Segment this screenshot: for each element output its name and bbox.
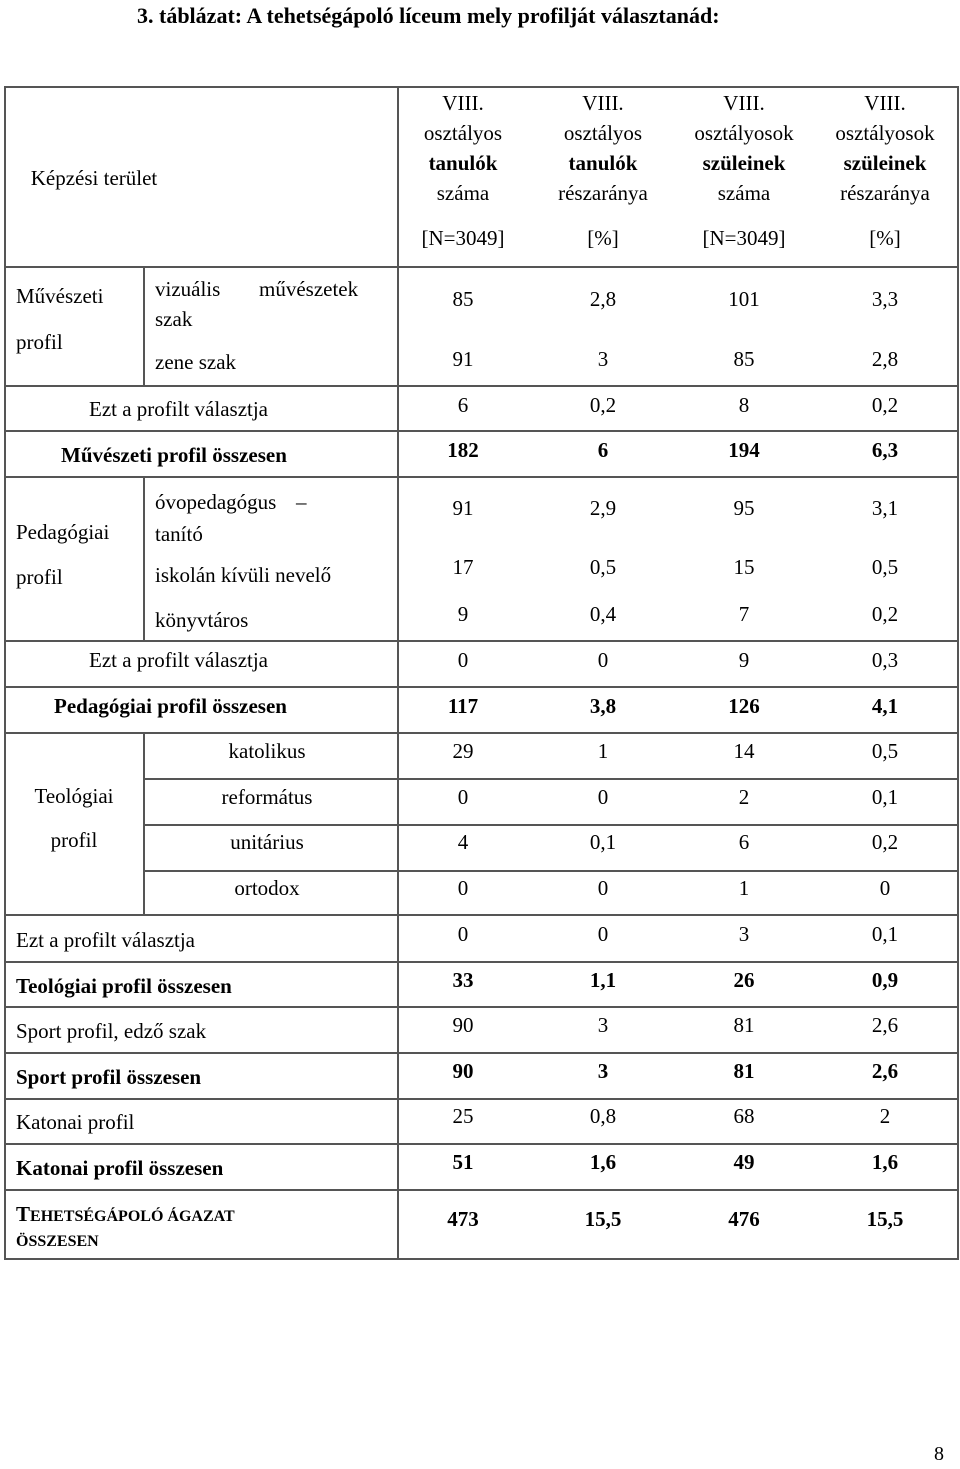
- row-label-katonai: Katonai profil: [16, 1110, 135, 1134]
- row-label-teo-ezt: Ezt a profilt választja: [16, 928, 196, 952]
- row-label-grand-total: ÖSSZESEN: [16, 1233, 99, 1250]
- table-row: 2,6: [871, 1013, 899, 1037]
- table-row: 0,5: [589, 555, 617, 579]
- table-row: 95: [733, 496, 755, 520]
- table-row: 476: [728, 1207, 760, 1231]
- group-label-teologiai: Teológiai: [34, 784, 114, 808]
- row-divider: [4, 385, 959, 387]
- table-row: 1: [597, 739, 609, 763]
- header-col-students-share: VIII. osztályos tanulók részaránya: [558, 91, 648, 205]
- row-label-ped-total: Pedagógiai profil összesen: [54, 694, 287, 718]
- row-divider: [143, 870, 959, 872]
- header-col-parents-count: VIII. osztályosok szüleinek száma: [694, 91, 794, 205]
- row-label-ovo: tanító: [155, 522, 203, 546]
- group-label-muveszeti: profil: [16, 330, 63, 354]
- group-label-pedagogiai: profil: [16, 565, 63, 589]
- table-row: 15,5: [866, 1207, 904, 1231]
- row-label-reformatus: református: [221, 785, 313, 809]
- row-divider: [4, 1006, 959, 1008]
- area-header: Képzési terület: [30, 166, 158, 190]
- table-row: 85: [733, 347, 755, 371]
- row-label-sport: Sport profil, edző szak: [16, 1019, 207, 1043]
- table-row: 90: [452, 1059, 474, 1083]
- table-row: 15,5: [584, 1207, 622, 1231]
- row-label-muv-ezt: Ezt a profilt választja: [89, 397, 269, 421]
- page-title: 3. táblázat: A tehetségápoló líceum mely profilját választanád:: [137, 3, 720, 28]
- header-divider: [4, 266, 959, 268]
- table-row: 182: [447, 438, 479, 462]
- table-row: 49: [733, 1150, 755, 1174]
- row-divider: [4, 640, 959, 642]
- table-row: 0,9: [871, 968, 899, 992]
- table-row: 90: [452, 1013, 474, 1037]
- table-row: 68: [733, 1104, 755, 1128]
- table-row: 9: [738, 648, 750, 672]
- table-row: 0,2: [871, 602, 899, 626]
- table-row: 3,1: [871, 496, 899, 520]
- group-label-pedagogiai: Pedagógiai: [16, 520, 110, 544]
- table-row: 0: [597, 785, 609, 809]
- row-label-konyvtaros: könyvtáros: [155, 608, 249, 632]
- table-row: 0,5: [871, 555, 899, 579]
- table-row: 2,8: [871, 347, 899, 371]
- column-divider: [143, 732, 145, 914]
- table-row: 6: [738, 830, 750, 854]
- unit-label: [N=3049]: [421, 226, 505, 250]
- table-row: 6: [597, 438, 609, 462]
- unit-label: [%]: [869, 226, 901, 250]
- table-row: 3: [597, 1013, 609, 1037]
- table-row: 9: [457, 602, 469, 626]
- table-row: 0,1: [871, 922, 899, 946]
- table-row: 0,3: [871, 648, 899, 672]
- table-row: 126: [728, 694, 760, 718]
- table-row: 17: [452, 555, 474, 579]
- table-row: 0,8: [589, 1104, 617, 1128]
- column-divider: [397, 86, 399, 1260]
- table-border-left: [4, 86, 6, 1260]
- row-label-muv-total: Művészeti profil összesen: [61, 443, 287, 467]
- table-row: 3: [597, 1059, 609, 1083]
- row-label-ortodox: ortodox: [234, 876, 300, 900]
- group-label-teologiai: profil: [50, 828, 98, 852]
- row-label-ovo: –: [296, 490, 307, 514]
- table-row: 0: [457, 876, 469, 900]
- row-divider: [4, 686, 959, 688]
- table-row: 2,9: [589, 496, 617, 520]
- row-divider: [4, 476, 959, 478]
- row-divider: [4, 914, 959, 916]
- table-row: 0,5: [871, 739, 899, 763]
- column-divider: [143, 266, 145, 385]
- unit-label: [N=3049]: [702, 226, 786, 250]
- table-row: 15: [733, 555, 755, 579]
- table-row: 2,6: [871, 1059, 899, 1083]
- table-row: 85: [452, 287, 474, 311]
- table-row: 6,3: [871, 438, 899, 462]
- table-row: 0: [597, 876, 609, 900]
- row-divider: [143, 824, 959, 826]
- table-row: 81: [733, 1059, 755, 1083]
- header-col-parents-share: VIII. osztályosok szüleinek részaránya: [835, 91, 935, 205]
- group-label-muveszeti: Művészeti: [16, 284, 104, 308]
- table-row: 1,6: [589, 1150, 617, 1174]
- table-row: 194: [728, 438, 760, 462]
- table-row: 4,1: [871, 694, 899, 718]
- column-divider: [957, 86, 959, 1260]
- table-row: 0,1: [589, 830, 617, 854]
- table-row: 0,2: [589, 393, 617, 417]
- table-row: 1,1: [589, 968, 617, 992]
- row-divider: [4, 1189, 959, 1191]
- table-row: 8: [738, 393, 750, 417]
- row-label-ped-ezt: Ezt a profilt választja: [89, 648, 269, 672]
- table-row: 0: [597, 648, 609, 672]
- table-row: 2: [879, 1104, 891, 1128]
- row-divider: [4, 732, 959, 734]
- row-label-teo-total: Teológiai profil összesen: [16, 974, 232, 998]
- table-row: 6: [457, 393, 469, 417]
- row-label-katonai-total: Katonai profil összesen: [16, 1156, 224, 1180]
- row-label-katolikus: katolikus: [228, 739, 306, 763]
- table-row: 0,1: [871, 785, 899, 809]
- table-row: 81: [733, 1013, 755, 1037]
- table-row: 3,8: [589, 694, 617, 718]
- table-row: 0: [879, 876, 891, 900]
- table-row: 33: [452, 968, 474, 992]
- row-label-zene: zene szak: [155, 350, 237, 374]
- row-label-vizualis: művészetek: [259, 277, 359, 301]
- table-row: 0: [457, 648, 469, 672]
- row-label-unitarius: unitárius: [230, 830, 304, 854]
- unit-label: [%]: [587, 226, 619, 250]
- table-row: 101: [728, 287, 760, 311]
- row-divider: [143, 778, 959, 780]
- row-label-ovo: óvopedagógus: [155, 490, 277, 514]
- table-row: 473: [447, 1207, 479, 1231]
- table-row: 3: [597, 347, 609, 371]
- table-row: 4: [457, 830, 469, 854]
- table-row: 29: [452, 739, 474, 763]
- table-row: 91: [452, 347, 474, 371]
- table-row: 1: [738, 876, 750, 900]
- table-row: 91: [452, 496, 474, 520]
- table-row: 0: [457, 785, 469, 809]
- table-row: 51: [452, 1150, 474, 1174]
- table-row: 2: [738, 785, 750, 809]
- table-row: 0: [597, 922, 609, 946]
- table-border-bottom: [4, 1258, 959, 1260]
- column-divider: [143, 476, 145, 640]
- table-row: 3,3: [871, 287, 899, 311]
- table-row: 117: [447, 694, 479, 718]
- table-row: 25: [452, 1104, 474, 1128]
- table-row: 14: [733, 739, 755, 763]
- row-label-vizualis: vizuális: [155, 277, 221, 301]
- table-row: 1,6: [871, 1150, 899, 1174]
- table-row: 3: [738, 922, 750, 946]
- row-divider: [4, 1098, 959, 1100]
- row-label-vizualis: szak: [155, 307, 193, 331]
- table-row: 0,2: [871, 393, 899, 417]
- page-number: 8: [934, 1443, 944, 1465]
- row-label-grand-total: TEHETSÉGÁPOLÓ ÁGAZAT: [16, 1202, 235, 1226]
- table-row: 2,8: [589, 287, 617, 311]
- row-divider: [4, 1143, 959, 1145]
- row-divider: [4, 430, 959, 432]
- table-row: 7: [738, 602, 750, 626]
- table-row: 0,4: [589, 602, 617, 626]
- row-divider: [4, 1052, 959, 1054]
- header-col-students-count: VIII. osztályos tanulók száma: [423, 91, 503, 205]
- row-label-iskolan: iskolán kívüli nevelő: [155, 563, 332, 587]
- table-row: 26: [733, 968, 755, 992]
- row-divider: [4, 961, 959, 963]
- row-label-sport-total: Sport profil összesen: [16, 1065, 202, 1089]
- table-row: 0: [457, 922, 469, 946]
- table-row: 0,2: [871, 830, 899, 854]
